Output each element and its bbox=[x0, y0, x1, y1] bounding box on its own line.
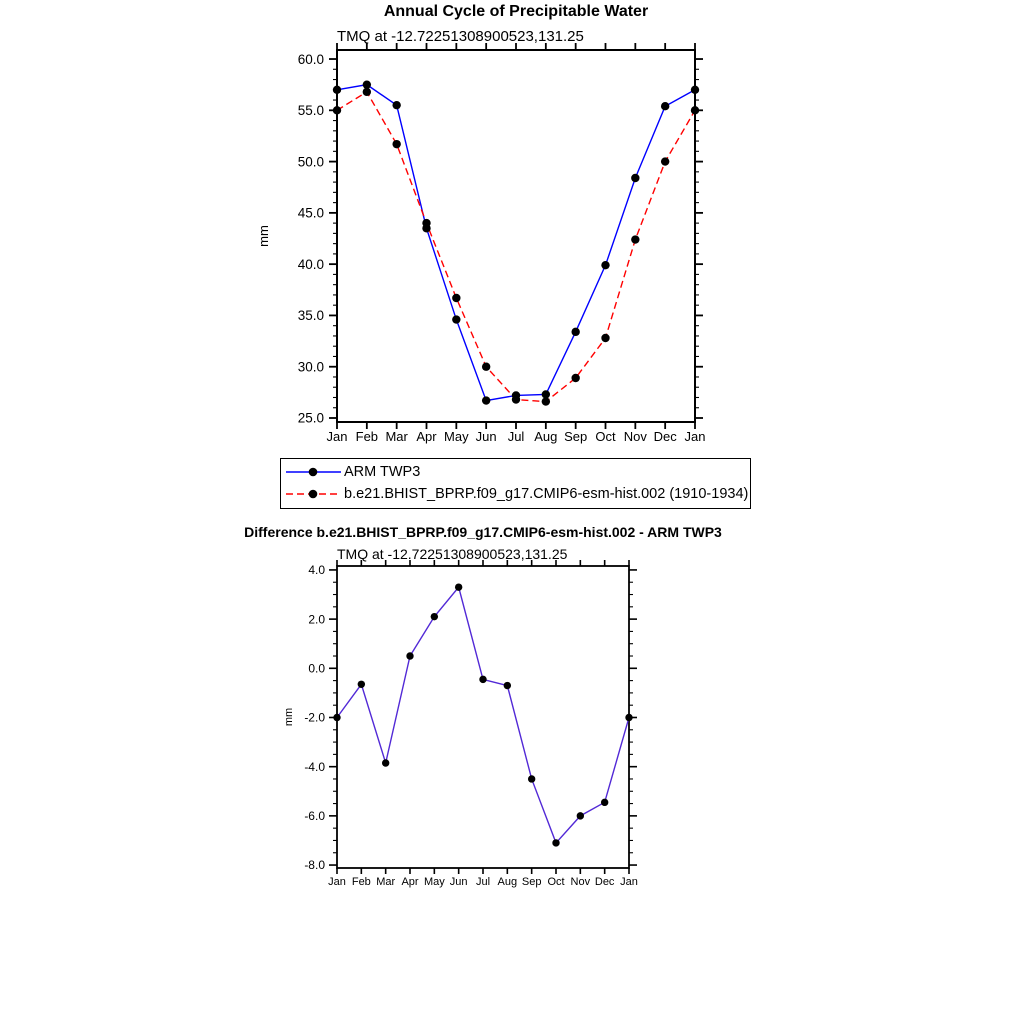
data-point-marker bbox=[601, 334, 609, 342]
data-point-marker bbox=[571, 328, 579, 336]
y-tick-label: 2.0 bbox=[308, 612, 325, 627]
x-tick-label: Aug bbox=[497, 876, 518, 888]
data-point-marker bbox=[333, 106, 341, 114]
y-tick-label: 35.0 bbox=[297, 308, 324, 324]
data-point-marker bbox=[392, 101, 400, 109]
y-tick-label: 60.0 bbox=[297, 51, 324, 67]
x-tick-label: Jan bbox=[326, 429, 348, 444]
data-point-marker bbox=[333, 86, 341, 94]
data-point-marker bbox=[691, 106, 699, 114]
data-point-marker bbox=[358, 681, 365, 688]
x-tick-label: Nov bbox=[570, 876, 591, 888]
x-tick-label: Jul bbox=[507, 429, 525, 444]
x-tick-label: Apr bbox=[416, 429, 437, 444]
data-point-marker bbox=[577, 812, 584, 819]
x-tick-label: Jun bbox=[475, 429, 497, 444]
x-tick-label: Dec bbox=[653, 429, 677, 444]
legend-marker-dot bbox=[309, 468, 318, 477]
data-point-marker bbox=[542, 397, 550, 405]
data-point-marker bbox=[333, 714, 340, 721]
y-tick-label: 40.0 bbox=[297, 256, 324, 272]
y-tick-label: -8.0 bbox=[304, 858, 325, 873]
y-tick-label: 30.0 bbox=[297, 359, 324, 375]
legend-line-sample-obs bbox=[285, 466, 342, 478]
data-point-marker bbox=[482, 363, 490, 371]
x-tick-label: Mar bbox=[376, 876, 396, 888]
data-point-marker bbox=[422, 219, 430, 227]
y-tick-label: 50.0 bbox=[297, 154, 324, 170]
data-point-marker bbox=[552, 839, 559, 846]
difference-chart bbox=[250, 558, 670, 895]
chart1-title: Annual Cycle of Precipitable Water bbox=[383, 3, 649, 20]
x-tick-label: May bbox=[444, 429, 469, 444]
x-tick-label: Dec bbox=[594, 876, 615, 888]
x-tick-label: Nov bbox=[623, 429, 647, 444]
series-line bbox=[337, 587, 629, 843]
data-point-marker bbox=[528, 775, 535, 782]
chart2-title: Difference b.e21.BHIST_BPRP.f09_g17.CMIP6-esm-hist.002 - ARM TWP3 bbox=[244, 524, 722, 540]
legend-line-sample-model bbox=[285, 488, 342, 500]
x-tick-label: Jul bbox=[475, 876, 491, 888]
legend-item-arm-twp3 bbox=[285, 461, 748, 483]
data-point-marker bbox=[661, 102, 669, 110]
x-tick-label: Feb bbox=[355, 429, 379, 444]
x-tick-label: Jun bbox=[449, 876, 468, 888]
y-tick-label: -6.0 bbox=[304, 809, 325, 824]
axis-ticks bbox=[329, 43, 703, 429]
data-point-marker bbox=[363, 80, 371, 88]
x-tick-label: Jan bbox=[684, 429, 706, 444]
x-tick-label: Oct bbox=[595, 429, 616, 444]
data-point-marker bbox=[631, 235, 639, 243]
x-tick-label: Jan bbox=[328, 876, 346, 888]
annual-cycle-chart bbox=[250, 40, 770, 455]
plot-frame bbox=[337, 566, 629, 868]
x-tick-label: Aug bbox=[534, 429, 558, 444]
data-point-marker bbox=[571, 374, 579, 382]
x-tick-label: May bbox=[423, 876, 445, 888]
legend bbox=[280, 458, 751, 509]
legend-label-obs: ARM TWP3 bbox=[344, 464, 421, 480]
data-point-marker bbox=[363, 88, 371, 96]
legend-marker-dot bbox=[309, 490, 318, 499]
y-tick-label: -4.0 bbox=[304, 759, 325, 774]
data-point-marker bbox=[504, 682, 511, 689]
legend-item-model bbox=[285, 483, 748, 505]
x-tick-label: Oct bbox=[547, 876, 565, 888]
y-axis-label: mm bbox=[256, 225, 271, 247]
x-tick-label: Sep bbox=[564, 429, 588, 444]
data-point-marker bbox=[406, 652, 413, 659]
y-axis-label: mm bbox=[283, 707, 295, 727]
y-tick-label: 55.0 bbox=[297, 103, 324, 119]
series-line bbox=[337, 85, 695, 401]
legend-label-model: b.e21.BHIST_BPRP.f09_g17.CMIP6-esm-hist.002 (1910-1934) bbox=[344, 486, 749, 502]
data-point-marker bbox=[661, 157, 669, 165]
data-point-marker bbox=[601, 261, 609, 269]
data-point-marker bbox=[601, 799, 608, 806]
data-point-marker bbox=[625, 714, 632, 721]
y-tick-label: -2.0 bbox=[304, 710, 325, 725]
x-tick-label: Mar bbox=[385, 429, 408, 444]
data-point-marker bbox=[482, 396, 490, 404]
x-tick-label: Feb bbox=[351, 876, 371, 888]
data-point-marker bbox=[542, 390, 550, 398]
data-point-marker bbox=[431, 613, 438, 620]
x-tick-label: Apr bbox=[401, 876, 419, 888]
plot-frame bbox=[337, 50, 695, 422]
data-point-marker bbox=[512, 395, 520, 403]
data-point-marker bbox=[479, 676, 486, 683]
chart1-subtitle: TMQ at -12.72251308900523,131.25 bbox=[337, 28, 584, 45]
data-point-marker bbox=[631, 174, 639, 182]
x-tick-label: Sep bbox=[521, 876, 542, 888]
x-tick-label: Jan bbox=[620, 876, 638, 888]
y-tick-label: 0.0 bbox=[308, 661, 325, 676]
data-point-marker bbox=[455, 583, 462, 590]
data-point-marker bbox=[691, 86, 699, 94]
y-tick-label: 45.0 bbox=[297, 205, 324, 221]
data-point-marker bbox=[382, 759, 389, 766]
y-tick-label: 25.0 bbox=[297, 410, 324, 426]
axis-ticks bbox=[329, 560, 637, 874]
chart2-subtitle: TMQ at -12.72251308900523,131.25 bbox=[337, 546, 568, 562]
data-point-marker bbox=[452, 294, 460, 302]
y-tick-label: 4.0 bbox=[308, 563, 325, 578]
data-point-marker bbox=[392, 140, 400, 148]
series-line bbox=[337, 92, 695, 402]
data-point-marker bbox=[452, 315, 460, 323]
